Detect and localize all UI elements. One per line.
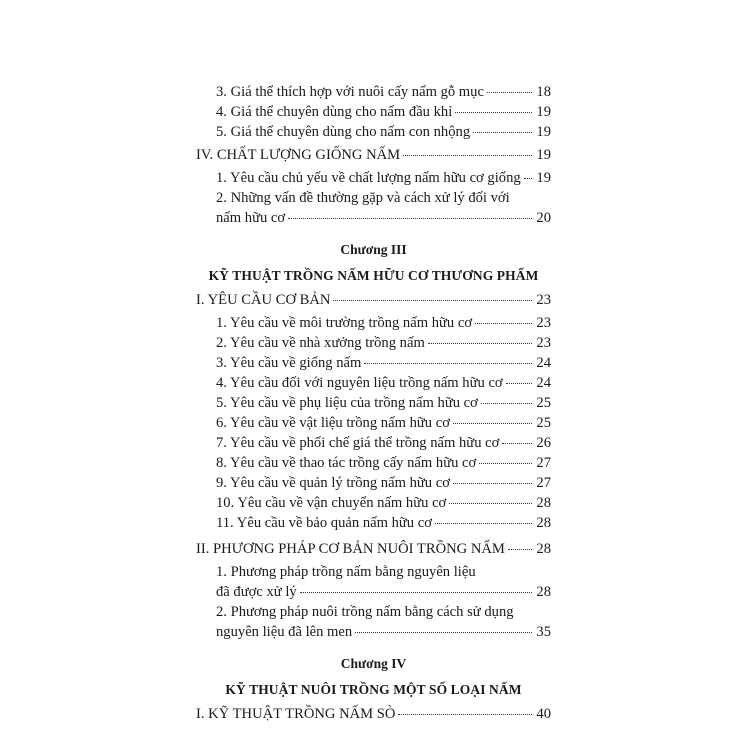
toc-section [196,539,551,559]
dot-leader [502,443,532,444]
dot-leader [364,363,532,364]
dot-leader [453,423,532,424]
dot-leader [403,155,532,156]
toc-entry-label: 8. Yêu cầu về thao tác trồng cấy nấm hữu cơ [216,455,477,471]
dot-leader [300,592,532,593]
toc-entry [196,602,551,642]
toc-entry [196,393,551,413]
dot-leader [481,403,532,404]
toc-section-page: 28 [536,541,551,557]
dot-leader [508,549,532,550]
dot-leader [455,112,532,113]
toc-entry-page: 19 [536,104,551,120]
dot-leader [333,300,532,301]
toc-section-label: II. PHƯƠNG PHÁP CƠ BẢN NUÔI TRỒNG NẤM [196,541,505,557]
toc-entry-page: 24 [536,355,551,371]
dot-leader [473,132,532,133]
dot-leader [453,483,532,484]
dot-leader [506,383,532,384]
toc-entry [196,122,551,142]
dot-leader [398,714,532,715]
toc-entry-page: 27 [536,475,551,491]
dot-leader [435,523,532,524]
toc-entry-page: 35 [536,624,551,640]
toc-entry-page: 25 [536,395,551,411]
toc-entry [196,188,551,228]
toc-entry [196,453,551,473]
chapter-title: KỸ THUẬT NUÔI TRỒNG MỘT SỐ LOẠI NẤM [225,682,522,697]
toc-entry-page: 28 [536,495,551,511]
toc-entry-page: 28 [536,515,551,531]
toc-entry [196,333,551,353]
toc-entry [196,168,551,188]
toc-section [196,290,551,310]
toc-entry-label: 3. Giá thể thích hợp với nuôi cấy nấm gỗ mục [216,84,484,100]
toc-entry-label: 6. Yêu cầu về vật liệu trồng nấm hữu cơ [216,415,450,431]
toc-section [196,145,551,165]
toc-entry-page: 26 [536,435,551,451]
toc-entry-label: 3. Yêu cầu về giống nấm [216,355,362,371]
chapter-number: Chương IV [340,656,407,671]
toc-entry-label: 2. Yêu cầu về nhà xưởng trồng nấm [216,335,425,351]
toc-entry-label-continued: nấm hữu cơ [216,210,286,226]
toc-entry [196,513,551,533]
dot-leader [288,218,532,219]
toc-entry-label: 4. Giá thể chuyên dùng cho nấm đầu khỉ [216,104,453,120]
toc-entry [196,82,551,102]
toc-section [196,704,551,724]
toc-entry [196,353,551,373]
toc-entry-label-continued: nguyên liệu đã lên men [216,624,353,640]
toc-entry-page: 20 [536,210,551,226]
toc-entry-page: 25 [536,415,551,431]
toc-entry-page: 23 [536,315,551,331]
chapter-number: Chương III [340,242,407,257]
table-of-contents [196,82,551,724]
dot-leader [428,343,532,344]
toc-entry-label: 2. Phương pháp nuôi trồng nấm bằng cách sử dụng [216,604,514,620]
toc-entry-label: 2. Những vấn đề thường gặp và cách xử lý đối với [216,190,510,206]
toc-entry-label: 1. Yêu cầu về môi trường trồng nấm hữu cơ [216,315,473,331]
toc-section-page: 23 [536,292,551,308]
toc-entry-label: 7. Yêu cầu về phối chế giá thể trồng nấm hữu cơ [216,435,500,451]
toc-entry-page: 27 [536,455,551,471]
toc-entry-label: 9. Yêu cầu về quản lý trồng nấm hữu cơ [216,475,450,491]
toc-entry-label: 1. Yêu cầu chủ yếu về chất lượng nấm hữu cơ giống [216,170,521,186]
toc-entry [196,493,551,513]
toc-entry [196,373,551,393]
toc-entry-label: 11. Yêu cầu về bảo quản nấm hữu cơ [216,515,432,531]
toc-section-page: 40 [536,706,551,722]
toc-section-label: IV. CHẤT LƯỢNG GIỐNG NẤM [196,147,401,163]
toc-entry-page: 28 [536,584,551,600]
toc-entry-page: 19 [536,170,551,186]
dot-leader [479,463,532,464]
toc-section-label: I. KỸ THUẬT TRỒNG NẤM SÒ [196,706,396,722]
toc-entry-page: 18 [536,84,551,100]
toc-section-label: I. YÊU CẦU CƠ BẢN [196,292,331,308]
toc-entry-label: 1. Phương pháp trồng nấm bằng nguyên liệu [216,564,476,580]
toc-entry [196,102,551,122]
dot-leader [475,323,532,324]
toc-entry [196,433,551,453]
chapter-title: KỸ THUẬT TRỒNG NẤM HỮU CƠ THƯƠNG PHẨM [208,268,539,283]
toc-section-page: 19 [536,147,551,163]
dot-leader [487,92,532,93]
toc-entry [196,473,551,493]
toc-entry-label-continued: đã được xử lý [216,584,297,600]
toc-entry [196,313,551,333]
toc-entry-label: 10. Yêu cầu về vận chuyển nấm hữu cơ [216,495,447,511]
toc-entry-page: 19 [536,124,551,140]
toc-entry [196,562,551,602]
dot-leader [449,503,532,504]
toc-entry-label: 5. Yêu cầu về phụ liệu của trồng nấm hữu cơ [216,395,478,411]
dot-leader [355,632,532,633]
dot-leader [524,178,532,179]
toc-entry-label: 5. Giá thể chuyên dùng cho nấm con nhộng [216,124,471,140]
toc-entry-page: 24 [536,375,551,391]
toc-entry-label: 4. Yêu cầu đối với nguyên liệu trồng nấm hữu cơ [216,375,503,391]
toc-entry [196,413,551,433]
toc-entry-page: 23 [536,335,551,351]
